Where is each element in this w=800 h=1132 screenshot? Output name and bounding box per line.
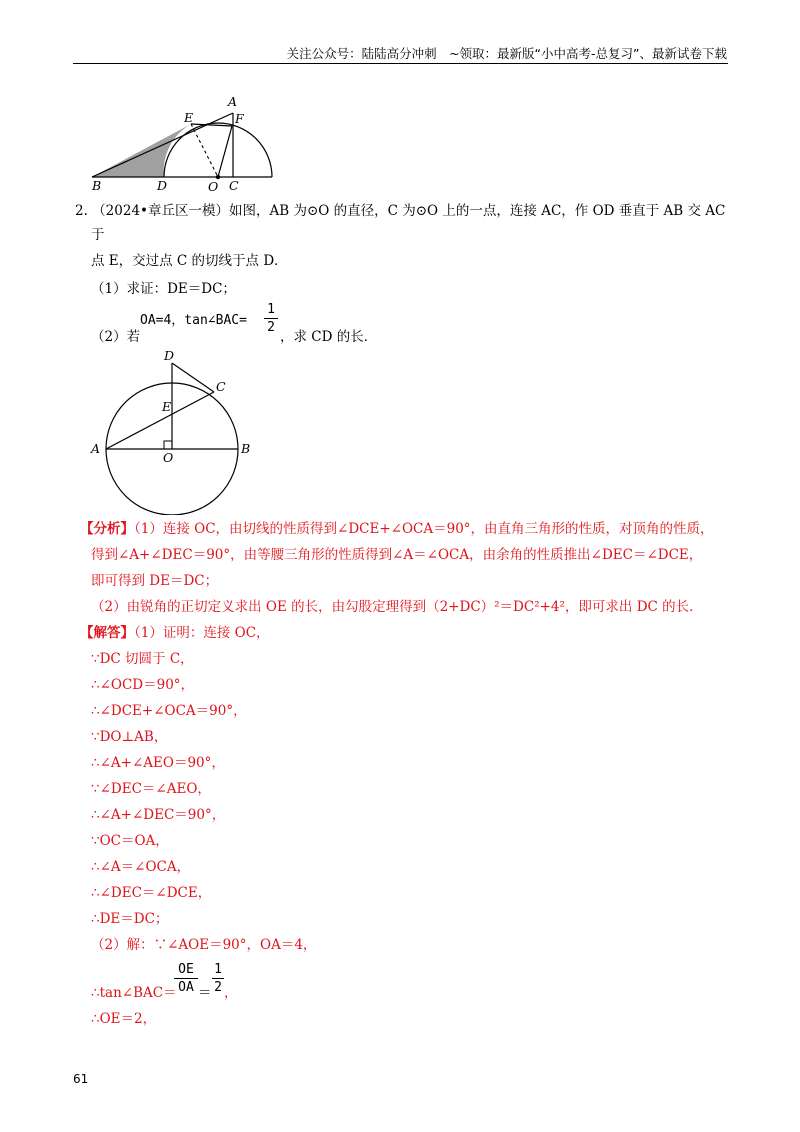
- analysis-line-1: [80, 520, 714, 538]
- fraction-denominator: 2: [267, 320, 275, 335]
- analysis-text-1: （1）连接 OC，由切线的性质得到∠DCE+∠OCA＝90°，由直角三角形的性质，对顶角的性质，: [134, 521, 714, 537]
- solution-tag: 【解答】: [80, 625, 134, 641]
- label-C: C: [229, 178, 239, 193]
- fraction-numerator: 1: [267, 302, 275, 317]
- solution-step: ∵DO⊥AB，: [91, 729, 168, 745]
- solution-step: ∵DC 切圆于 C，: [91, 651, 194, 667]
- label-E: E: [162, 399, 172, 414]
- solution-step: ∴DE＝DC；: [91, 911, 169, 927]
- analysis-line-2: 得到∠A+∠DEC＝90°，由等腰三角形的性质得到∠A＝∠OCA，由余角的性质推出∠DEC＝∠DCE，: [91, 547, 703, 563]
- solution-step: ∴∠DCE+∠OCA＝90°，: [91, 703, 247, 719]
- solution-step: ∴∠DEC＝∠DCE，: [91, 885, 212, 901]
- line-EF: [191, 124, 232, 126]
- label-A: A: [91, 441, 101, 456]
- solution-part-2: （2）解：∵∠AOE＝90°，OA＝4，: [91, 937, 317, 953]
- label-O: O: [163, 450, 174, 465]
- tan-fraction-1-den: OA: [178, 980, 194, 995]
- question-2-fraction: [264, 302, 278, 335]
- tan-fraction-1-num: OE: [178, 962, 194, 977]
- dashed-OE: [191, 124, 218, 177]
- tan-fraction-2-den: 2: [214, 980, 222, 995]
- label-D: D: [157, 178, 168, 193]
- label-A: A: [228, 94, 238, 109]
- tan-fraction-2: [212, 962, 224, 995]
- solution-head-text: （1）证明：连接 OC，: [134, 625, 270, 641]
- label-E: E: [184, 110, 194, 125]
- header-rule: [73, 63, 728, 64]
- solution-step: ∴∠A+∠DEC＝90°，: [91, 807, 226, 823]
- solution-step: ∴∠OCD＝90°，: [91, 677, 195, 693]
- label-F: F: [235, 111, 244, 126]
- figure-circle: [85, 345, 260, 515]
- tan-equals: ＝: [198, 985, 212, 1001]
- tan-suffix: ，: [224, 985, 238, 1001]
- question-1: （1）求证：DE＝DC；: [91, 281, 236, 297]
- solution-step: ∵OC＝OA，: [91, 833, 169, 849]
- solution-step: ∴∠A＝∠OCA，: [91, 859, 191, 875]
- solution-oe: ∴OE＝2，: [91, 1011, 157, 1027]
- solution-step: ∵∠DEC＝∠AEO，: [91, 781, 211, 797]
- label-D: D: [164, 348, 175, 363]
- question-2-expr: OA=4，tan∠BAC=: [140, 313, 247, 328]
- problem-line-1: 2. （2024•章丘区一模）如图，AB 为⊙O 的直径，C 为⊙O 上的一点，连接 AC，作 OD 垂直于 AB 交 AC: [75, 203, 726, 219]
- page-number: 61: [73, 1072, 89, 1086]
- figure-semicircle: [80, 90, 280, 195]
- label-B: B: [92, 178, 102, 193]
- line-OF: [218, 126, 232, 177]
- shaded-region: [92, 124, 191, 177]
- label-B: B: [241, 441, 251, 456]
- right-angle-mark: [164, 441, 172, 449]
- line-AC: [106, 392, 214, 449]
- question-2-suffix: ，求 CD 的长．: [280, 329, 378, 345]
- label-C: C: [216, 379, 226, 394]
- tan-prefix: ∴tan∠BAC＝: [91, 985, 177, 1001]
- problem-line-1b: 于: [91, 227, 105, 243]
- tangent-DC: [172, 363, 214, 392]
- question-2-prefix: （2）若: [91, 329, 141, 345]
- analysis-line-4: （2）由锐角的正切定义求出 OE 的长，由勾股定理得到（2+DC）²＝DC²+4²，即可求出 DC 的长．: [91, 599, 703, 615]
- label-O: O: [208, 179, 219, 194]
- tan-fraction-2-num: 1: [214, 962, 222, 977]
- solution-step: ∴∠A+∠AEO＝90°，: [91, 755, 225, 771]
- analysis-line-3: 即可得到 DE＝DC；: [91, 573, 219, 589]
- problem-line-2: 点 E，交过点 C 的切线于点 D．: [91, 253, 288, 269]
- analysis-tag: 【分析】: [80, 521, 134, 537]
- tan-fraction-1: [174, 962, 198, 995]
- solution-head: [80, 624, 270, 642]
- page-header: 关注公众号：陆陆高分冲刺 ~领取：最新版“小中高考-总复习”、最新试卷下载: [286, 46, 727, 61]
